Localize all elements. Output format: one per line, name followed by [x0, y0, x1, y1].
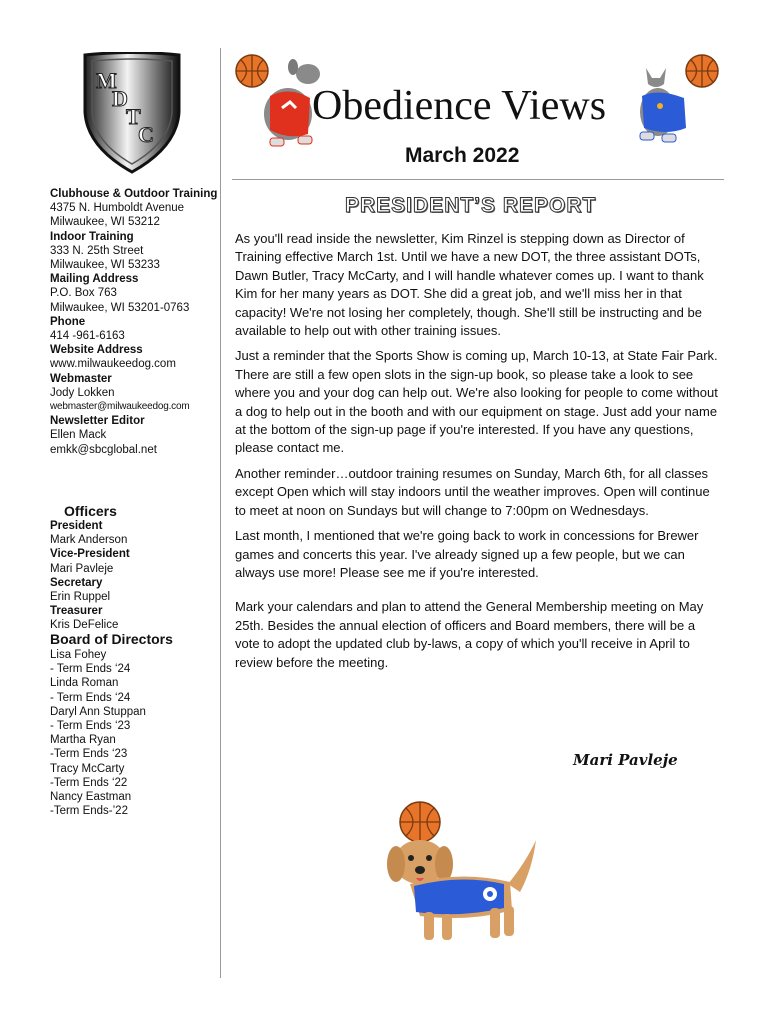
logo-letter-m: M	[96, 68, 117, 93]
sidebar-line: Tracy McCarty	[50, 762, 125, 775]
sidebar-heading: Indoor Training	[50, 230, 134, 243]
sidebar-heading: Webmaster	[50, 372, 112, 385]
logo-letter-d: D	[112, 86, 128, 111]
sidebar-line: Milwaukee, WI 53212	[50, 216, 160, 229]
contact-info	[50, 187, 222, 457]
sidebar-line: - Term Ends ‘24	[50, 691, 131, 704]
sidebar-line: www.milwaukeedog.com	[50, 358, 176, 371]
sidebar-line: Lisa Fohey	[50, 649, 107, 661]
sidebar-line: - Term Ends ‘24	[50, 663, 131, 676]
sidebar-heading: Website Address	[50, 344, 143, 357]
logo-letter-c: C	[138, 122, 154, 147]
sidebar-line: 414 -961-6163	[50, 330, 125, 343]
officers-heading: Officers	[64, 503, 117, 519]
golden-dog-basketball-illustration	[380, 800, 545, 946]
sidebar-line: Mark Anderson	[50, 534, 128, 547]
report-paragraph: As you'll read inside the newsletter, Kim Rinzel is stepping down as Director of Training effective March 1st. Until we have a new DOT, the three assistant DOTs, Dawn Butler, Tracy McCarty, and I will handle whatever comes up. I want to thank Kim for her many years as DOT. She did a great job, and we'll miss her in that capacity! We're not losing her completely, though. She'll still be instructing and be available to help out with other training issues.	[235, 231, 704, 339]
sidebar-line: emkk@sbcglobal.net	[50, 443, 157, 456]
sidebar-line: - Term Ends ‘23	[50, 720, 131, 733]
sidebar-line: Linda Roman	[50, 677, 119, 690]
sidebar-line: Ellen Mack	[50, 429, 107, 442]
sidebar-line: Milwaukee, WI 53233	[50, 259, 160, 272]
sidebar-line: -Term Ends ‘22	[50, 776, 128, 789]
sidebar-line: -Term Ends ‘23	[50, 748, 128, 761]
sidebar-line: Martha Ryan	[50, 734, 116, 747]
sidebar-line: Nancy Eastman	[50, 791, 132, 804]
sidebar-line: -Term Ends-’22	[50, 805, 128, 818]
logo-letter-t: T	[126, 104, 141, 129]
newsletter-title: Obedience Views	[312, 83, 607, 129]
mdtc-logo	[82, 52, 182, 174]
sidebar-line: 4375 N. Humboldt Avenue	[50, 202, 185, 215]
report-body	[235, 230, 721, 679]
report-heading: PRESIDENT’S REPORT	[345, 194, 597, 217]
board-list	[50, 648, 220, 818]
report-paragraph: Last month, I mentioned that we're going back to work in concessions for Brewer games and concerts this year. I've already signed up a few people, but we can always use more! Please see me if you're interested.	[235, 528, 699, 580]
sidebar-heading: President	[50, 520, 103, 532]
sidebar-line: Milwaukee, WI 53201-0763	[50, 301, 190, 314]
sidebar-line: Erin Ruppel	[50, 591, 111, 604]
report-paragraph: Just a reminder that the Sports Show is coming up, March 10-13, at State Fair Park. There are still a few open slots in the sign-up book, so please take a look to see where you and your dog can help out. We're also looking for people to come without a dog to help out in the booth and with our equipment on stage. Just add your name at the bottom of the sign-up page if you're interested. If you have any questions, please contact me.	[235, 348, 718, 456]
sidebar-line: P.O. Box 763	[50, 287, 117, 300]
report-paragraph: Another reminder…outdoor training resumes on Sunday, March 6th, for all classes except Open which will stay indoors until the weather improves. Open will continue to meet at noon on Sundays but will change to 7:00pm on Wednesdays.	[235, 465, 710, 518]
issue-date: March 2022	[405, 144, 520, 167]
sidebar-heading: Vice-President	[50, 548, 130, 561]
header-divider	[232, 179, 724, 180]
sidebar-line: Jody Lokken	[50, 386, 115, 399]
board-heading: Board of Directors	[50, 631, 173, 647]
sidebar-line: 333 N. 25th Street	[50, 244, 144, 257]
signature: Mari Pavleje	[573, 751, 678, 769]
sidebar-heading: Treasurer	[50, 605, 103, 618]
basketball-icon	[684, 53, 720, 89]
sidebar-line: Mari Pavleje	[50, 562, 114, 575]
report-paragraph: Mark your calendars and plan to attend the General Membership meeting on May 25th. Besides the annual election of officers and Board members, there will be a vote to adopt the updated club by-laws, a copy of which you'll receive in April to review before the meeting.	[235, 599, 704, 670]
sidebar-heading: Mailing Address	[50, 273, 139, 286]
sidebar-line: Daryl Ann Stuppan	[50, 705, 146, 718]
sidebar-line: Kris DeFelice	[50, 619, 119, 632]
sidebar-heading: Secretary	[50, 576, 103, 589]
sidebar-line: webmaster@milwaukeedog.com	[50, 401, 190, 413]
sidebar-heading: Newsletter Editor	[50, 415, 145, 428]
sidebar-heading: Clubhouse & Outdoor Training	[50, 188, 218, 200]
sidebar-heading: Phone	[50, 315, 86, 328]
officers-list	[50, 519, 220, 633]
